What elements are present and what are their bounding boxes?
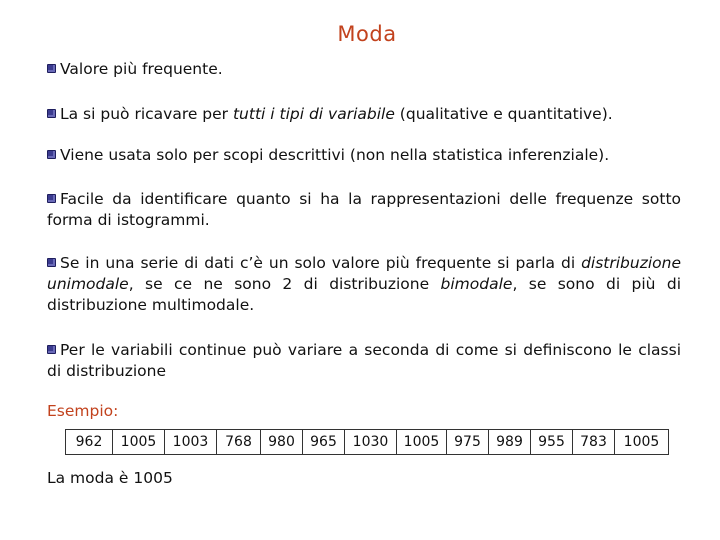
bullet-emphasis: bimodale — [440, 275, 513, 293]
bullet-text: La si può ricavare per — [60, 105, 233, 123]
table-cell: 955 — [531, 430, 573, 455]
bullet-emphasis: tutti i tipi di variabile — [232, 105, 395, 123]
square-bullet-icon — [47, 345, 56, 354]
table-cell: 989 — [489, 430, 531, 455]
bullet-text: Facile da identificare quanto si ha la rappresentazioni delle frequenze sotto forma di istogrammi. — [47, 190, 681, 229]
bullet-unimodale — [47, 253, 681, 316]
table-cell: 1005 — [397, 430, 447, 455]
bullet-continue — [47, 340, 681, 382]
bullet-valore — [47, 59, 681, 80]
example-values-table — [65, 429, 669, 455]
square-bullet-icon — [47, 109, 56, 118]
bullet-text: (qualitative e quantitative). — [394, 105, 613, 123]
table-cell: 1005 — [113, 430, 165, 455]
bullet-ricavare — [47, 104, 681, 125]
page-title: Moda — [337, 22, 397, 46]
table-cell: 783 — [573, 430, 615, 455]
table-cell: 962 — [66, 430, 113, 455]
conclusion-text: La moda è 1005 — [47, 469, 173, 487]
bullet-text: Valore più frequente. — [60, 60, 223, 78]
table-cell: 1030 — [345, 430, 397, 455]
square-bullet-icon — [47, 150, 56, 159]
table-cell: 1005 — [615, 430, 669, 455]
table-cell: 768 — [217, 430, 261, 455]
table-cell: 1003 — [165, 430, 217, 455]
square-bullet-icon — [47, 258, 56, 267]
bullet-text: Viene usata solo per scopi descrittivi (non nella statistica inferenziale). — [60, 146, 610, 164]
square-bullet-icon — [47, 194, 56, 203]
bullet-text: Se in una serie di dati c’è un solo valore più frequente si parla di — [60, 254, 582, 272]
bullet-descrittivi — [47, 145, 681, 166]
square-bullet-icon — [47, 64, 56, 73]
bullet-emphasis: distribuzione unimodale — [47, 254, 681, 293]
table-cell: 975 — [447, 430, 489, 455]
bullet-text: , se ce ne sono 2 di distribuzione — [128, 275, 441, 293]
bullet-istogrammi — [47, 189, 681, 231]
table-row — [66, 430, 669, 455]
table-cell: 965 — [303, 430, 345, 455]
example-label: Esempio: — [47, 402, 119, 420]
bullet-text: Per le variabili continue può variare a seconda di come si definiscono le classi di distribuzione — [47, 341, 681, 380]
bullet-text: , se sono di più di distribuzione multimodale. — [47, 275, 681, 314]
table-cell: 980 — [261, 430, 303, 455]
